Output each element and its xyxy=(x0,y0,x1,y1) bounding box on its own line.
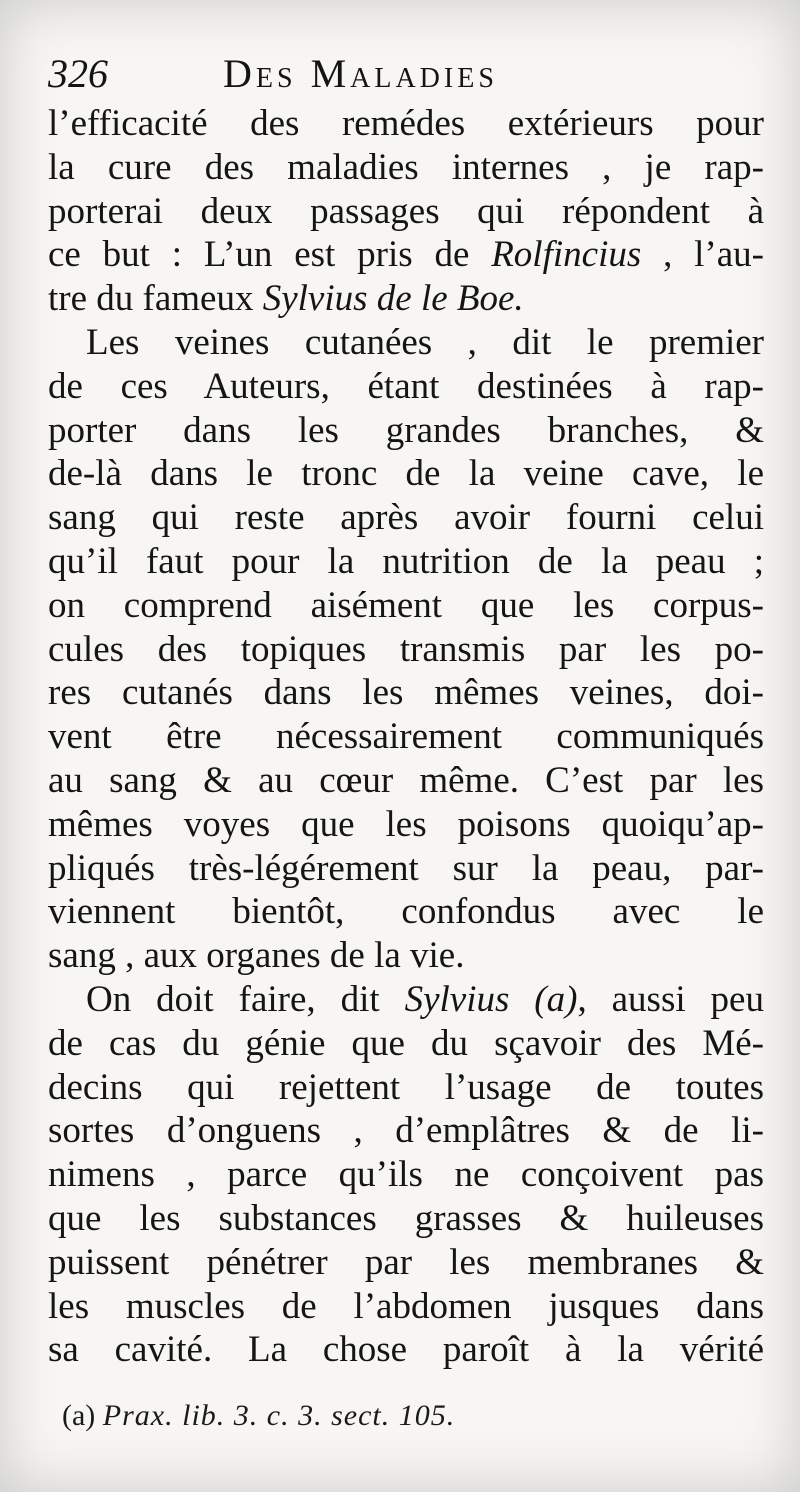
text-line: qu’il faut pour la nutrition de la peau ; xyxy=(48,540,764,582)
running-title: Des Maladies xyxy=(223,51,498,96)
text-line: sang , aux organes de la vie. xyxy=(48,935,465,977)
text-segment: On doit faire, dit xyxy=(86,978,405,1020)
text-line: sa cavité. La chose paroît à la vérité xyxy=(48,1329,764,1371)
text-line: les muscles de l’abdomen jusques dans xyxy=(48,1285,764,1327)
text-line: on comprend aisément que les corpus- xyxy=(48,584,764,626)
text-line xyxy=(48,277,764,321)
text-line: porter dans les grandes branches, & xyxy=(48,409,764,451)
footnote xyxy=(62,1396,702,1436)
text-line: viennent bientôt, confondus avec le xyxy=(48,891,764,933)
footnote-text: Prax. lib. 3. c. 3. sect. 105. xyxy=(102,1399,456,1432)
text-line: que les substances grasses & huileuses xyxy=(48,1197,764,1239)
text-line: Les veines cutanées , dit le premier xyxy=(86,321,764,363)
text-line: de cas du génie que du sçavoir des Mé- xyxy=(48,1022,764,1064)
text-line: res cutanés dans les mêmes veines, doi- xyxy=(48,672,764,714)
text-line: cules des topiques transmis par les po- xyxy=(48,628,764,670)
page-header xyxy=(48,46,768,102)
text-line: au sang & au cœur même. C’est par les xyxy=(48,759,764,801)
text-segment: tre du fameux xyxy=(48,278,263,320)
text-line: sang qui reste après avoir fourni celui xyxy=(48,497,764,539)
text-line xyxy=(48,233,764,277)
footnote-marker: (a) xyxy=(62,1399,96,1432)
text-line: decins qui rejettent l’usage de toutes xyxy=(48,1066,764,1108)
text-line: vent être nécessairement communiqués xyxy=(48,716,764,758)
italic-name: Sylvius (a) xyxy=(404,978,578,1020)
page-number: 326 xyxy=(48,51,108,96)
body-text xyxy=(48,102,764,1372)
text-line: pliqués très-légérement sur la peau, par- xyxy=(48,847,764,889)
italic-name: Sylvius de le Boe. xyxy=(262,278,524,320)
text-segment: ce but : L’un est pris de xyxy=(48,234,492,276)
text-segment: , l’au- xyxy=(641,234,764,276)
text-line: de-là dans le tronc de la veine cave, le xyxy=(48,453,764,495)
text-line: l’efficacité des remédes extérieurs pour xyxy=(48,103,764,144)
text-line: sortes d’onguens , d’emplâtres & de li- xyxy=(48,1110,764,1152)
text-segment: , aussi peu xyxy=(577,978,764,1020)
text-line: porterai deux passages qui répondent à xyxy=(48,190,764,232)
text-line: puissent pénétrer par les membranes & xyxy=(48,1241,764,1283)
text-line: la cure des maladies internes , je rap- xyxy=(48,146,764,188)
text-line: mêmes voyes que les poisons quoiqu’ap- xyxy=(48,803,764,845)
text-line: de ces Auteurs, étant destinées à rap- xyxy=(48,365,764,407)
text-line xyxy=(48,978,764,1022)
italic-name: Rolfincius xyxy=(491,234,642,276)
text-line: nimens , parce qu’ils ne conçoivent pas xyxy=(48,1154,764,1196)
